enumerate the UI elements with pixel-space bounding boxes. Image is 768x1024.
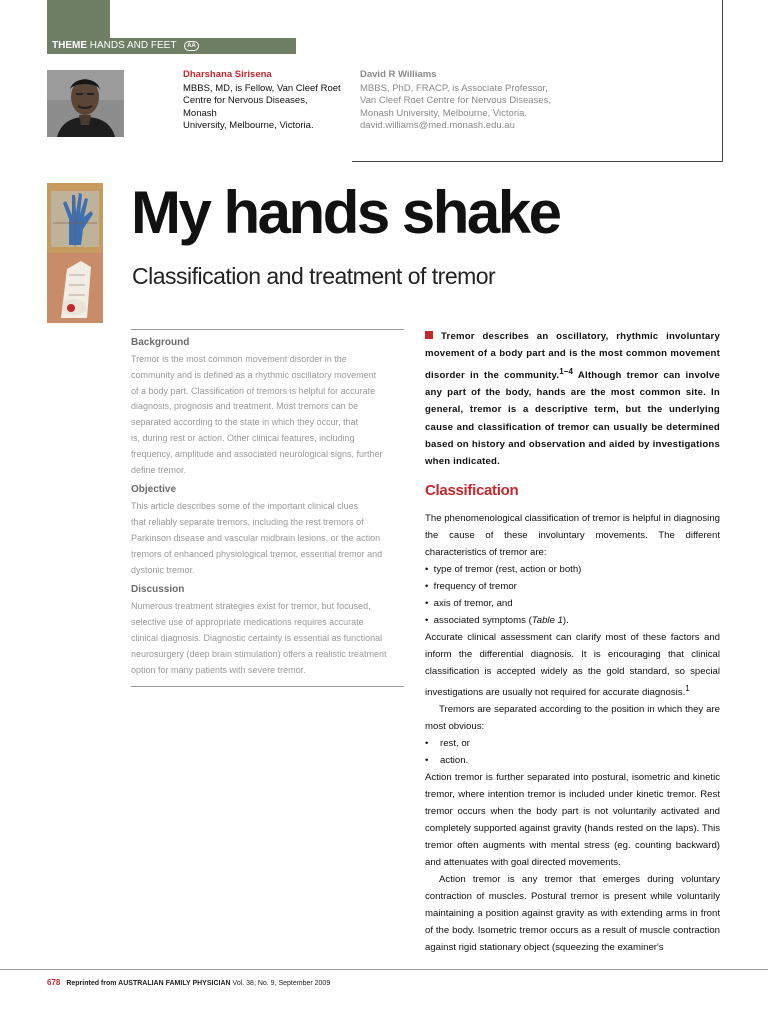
section-heading: Classification	[425, 481, 519, 499]
background-text	[131, 352, 404, 478]
theme-topic: HANDS AND FEET	[89, 40, 177, 51]
list-item	[425, 735, 720, 752]
list-item-text: action.	[440, 754, 469, 766]
bullet-icon: •	[425, 614, 429, 626]
abstract-line: selective use of appropriate medications requires accurate	[131, 617, 364, 628]
objective-heading: Objective	[131, 484, 177, 496]
abstract-line: define tremor.	[131, 464, 187, 475]
theme-color-block	[47, 0, 110, 38]
hand-foot-illustration	[47, 183, 103, 323]
section-marker-icon	[425, 331, 433, 339]
abstract-box	[131, 329, 404, 687]
citation-superscript: 1	[685, 683, 690, 693]
discussion-text	[131, 599, 404, 678]
author-2-line: MBBS, PhD, FRACP, is Associate Professor,	[360, 82, 548, 94]
body-paragraph: The phenomenological classification of tremor is helpful in diagnosing the cause of these involuntary movements. The different characteristics of tremor are:	[425, 512, 720, 558]
abstract-line: separated according to the state in which they occur, that	[131, 417, 359, 428]
list-item-text: rest, or	[440, 737, 470, 749]
theme-label: THEME	[52, 40, 87, 51]
abstract-line: dystonic tremor.	[131, 564, 195, 575]
abstract-line: neurosurgery (deep brain stimulation) offers a realistic treatment	[131, 648, 387, 659]
abstract-line: option for many patients with severe tremor.	[131, 664, 306, 675]
author-2-line: Monash University, Melbourne, Victoria.	[360, 107, 528, 119]
list-item	[425, 561, 720, 578]
objective-text	[131, 499, 404, 578]
body-paragraph: Action tremor is further separated into postural, isometric and kinetic tremor, where intention tremor is included under kinetic tremor. Rest tremor occurs when the body part is not voluntarily activated and completely supported against gravity (hands rested on the laps). This tremor often augments with mental stress (eg. counting backward) and attenuates with goal directed movements.	[425, 771, 720, 868]
author-2-email: david.williams@med.monash.edu.au	[360, 120, 515, 131]
aa-badge-icon: AA	[184, 41, 199, 51]
intro-text-b: Although tremor can involve any part of the body, hands are the most common site. In general, tremor is a descriptive term, but the underlying cause and classification of tremor can usually be determined based on history and observation and aided by investigations when indicated.	[425, 369, 720, 468]
author-2	[360, 69, 560, 133]
list-item-text: associated symptoms (	[433, 614, 532, 626]
list-item	[425, 578, 720, 595]
background-heading: Background	[131, 337, 190, 348]
author-1-line: MBBS, MD, is Fellow, Van Cleef Roet	[183, 82, 341, 94]
author-1	[183, 69, 343, 133]
list-item	[425, 595, 720, 612]
bullet-icon: •	[425, 737, 429, 749]
abstract-line: Numerous treatment strategies exist for tremor, but focused,	[131, 601, 371, 612]
body-column	[425, 328, 720, 956]
intro-text-a: Tremor describes an oscillatory, rhythmic involuntary movement of a body part and is the most common movement disorder in the community.	[425, 331, 720, 381]
page-number: 678	[47, 978, 61, 987]
citation-superscript: 1–4	[559, 366, 574, 376]
bullet-icon: •	[425, 563, 429, 575]
bullet-icon: •	[425, 754, 429, 766]
abstract-line: of a body part. Classification of tremors is helpful for accurate	[131, 385, 376, 396]
abstract-line: community and is defined as a rhythmic oscillatory movement	[131, 369, 377, 380]
bullet-icon: •	[425, 597, 429, 609]
abstract-line: tremors of enhanced physiological tremor, essential tremor and	[131, 548, 383, 559]
author-1-line: University, Melbourne, Victoria.	[183, 120, 314, 131]
abstract-line: diagnosis, prognosis and treatment. Most tremors can be	[131, 401, 359, 412]
footer-rule	[0, 969, 768, 970]
author-2-name: David R Williams	[360, 69, 437, 80]
article-title: My hands shake	[131, 179, 560, 246]
abstract-line: that reliably separate tremors, including the rest tremors of	[131, 517, 364, 528]
author-photo	[47, 70, 124, 137]
list-item-text: axis of tremor, and	[433, 597, 513, 609]
article-subtitle: Classification and treatment of tremor	[132, 263, 496, 289]
list-item-text: frequency of tremor	[433, 580, 517, 592]
author-1-line: Centre for Nervous Diseases, Monash	[183, 95, 308, 119]
intro-paragraph	[425, 328, 720, 471]
author-2-line: Van Cleef Roet Centre for Nervous Diseases,	[360, 95, 551, 106]
list-item-text: type of tremor (rest, action or both)	[433, 563, 582, 575]
abstract-line: Parkinson disease and vascular midbrain lesions, or the action	[131, 532, 381, 543]
abstract-line: Tremor is the most common movement disorder in the	[131, 354, 347, 364]
theme-banner	[47, 38, 296, 54]
page-footer	[47, 978, 330, 987]
body-paragraph: Tremors are separated according to the position in which they are most obvious:	[425, 703, 720, 732]
table-reference: Table 1	[531, 614, 563, 626]
author-1-name: Dharshana Sirisena	[183, 69, 272, 80]
frame-rule-vertical	[722, 0, 723, 162]
abstract-line: is, during rest or action. Other clinical features, including	[131, 432, 355, 443]
journal-citation: Vol. 38, No. 9, September 2009	[232, 980, 331, 987]
abstract-line: frequency, amplitude and associated neurological signs, further	[131, 448, 383, 459]
discussion-heading: Discussion	[131, 584, 185, 596]
frame-rule-horizontal	[352, 161, 723, 162]
abstract-line: clinical diagnosis. Diagnostic certainty is essential as functional	[131, 632, 383, 643]
body-paragraph: Action tremor is any tremor that emerges during voluntary contraction of muscles. Postural tremor is present while voluntarily maintaining a position against gravity as with extending arms in front of the body. Isometric tremor occurs as a result of muscle contraction against rigid stationary object (squeezing the examiner's	[425, 873, 720, 953]
reprint-notice: Reprinted from AUSTRALIAN FAMILY PHYSICIAN	[66, 980, 231, 987]
list-item-text: ).	[562, 614, 569, 626]
abstract-line: This article describes some of the important clinical clues	[131, 501, 359, 512]
bullet-icon: •	[425, 580, 429, 592]
body-paragraph	[425, 629, 720, 701]
list-item	[425, 752, 720, 769]
body-paragraph-text: Accurate clinical assessment can clarify most of these factors and inform the differential diagnosis. It is encouraging that clinical classification is accepted widely as the gold standard, so special investigations are usually not required for accurate diagnosis.	[425, 631, 720, 698]
list-item	[425, 612, 720, 629]
